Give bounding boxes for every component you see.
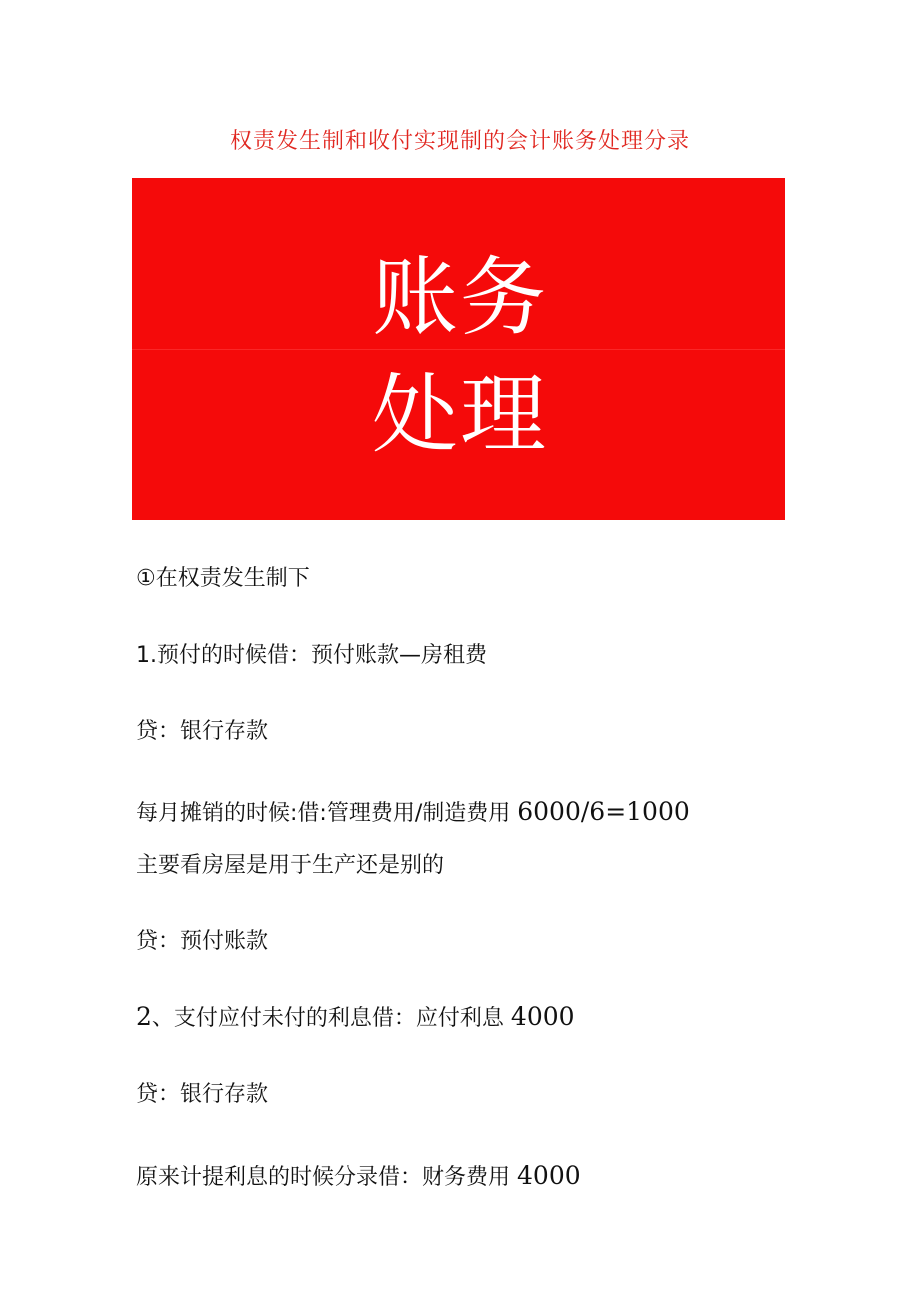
entry-line	[136, 1163, 581, 1189]
line-text: 主要看房屋是用于生产还是别的	[136, 853, 445, 878]
line-amount: 4000	[510, 1002, 575, 1031]
line-number: 2	[136, 1002, 152, 1031]
document-title: 权责发生制和收付实现制的会计账务处理分录	[229, 129, 690, 154]
line-amount: 6000/6=1000	[517, 797, 690, 826]
section-heading	[136, 568, 310, 590]
entry-line	[136, 799, 690, 825]
line-amount: 4000	[517, 1161, 581, 1190]
entry-line	[136, 645, 487, 667]
entry-line	[136, 855, 444, 877]
banner-text-line1: 账务	[372, 248, 548, 348]
entry-line	[136, 721, 268, 743]
banner-divider	[132, 349, 785, 350]
entry-line	[136, 1004, 575, 1030]
banner-text-line2: 处理	[372, 365, 548, 465]
entry-line	[136, 1084, 268, 1106]
line-text: 、支付应付未付的利息借：应付利息	[151, 1006, 504, 1031]
line-text: 贷：预付账款	[136, 929, 269, 954]
line-text: ①在权责发生制下	[136, 566, 310, 591]
line-text: 贷：银行存款	[136, 719, 269, 744]
line-text: 1.预付的时候借：预付账款—房租费	[136, 643, 487, 668]
line-text: 贷：银行存款	[136, 1082, 269, 1107]
entry-line	[136, 931, 268, 953]
line-text: 每月摊销的时候:借:管理费用/制造费用	[136, 801, 511, 826]
line-text: 原来计提利息的时候分录借：财务费用	[136, 1165, 511, 1190]
title-banner	[132, 178, 785, 520]
